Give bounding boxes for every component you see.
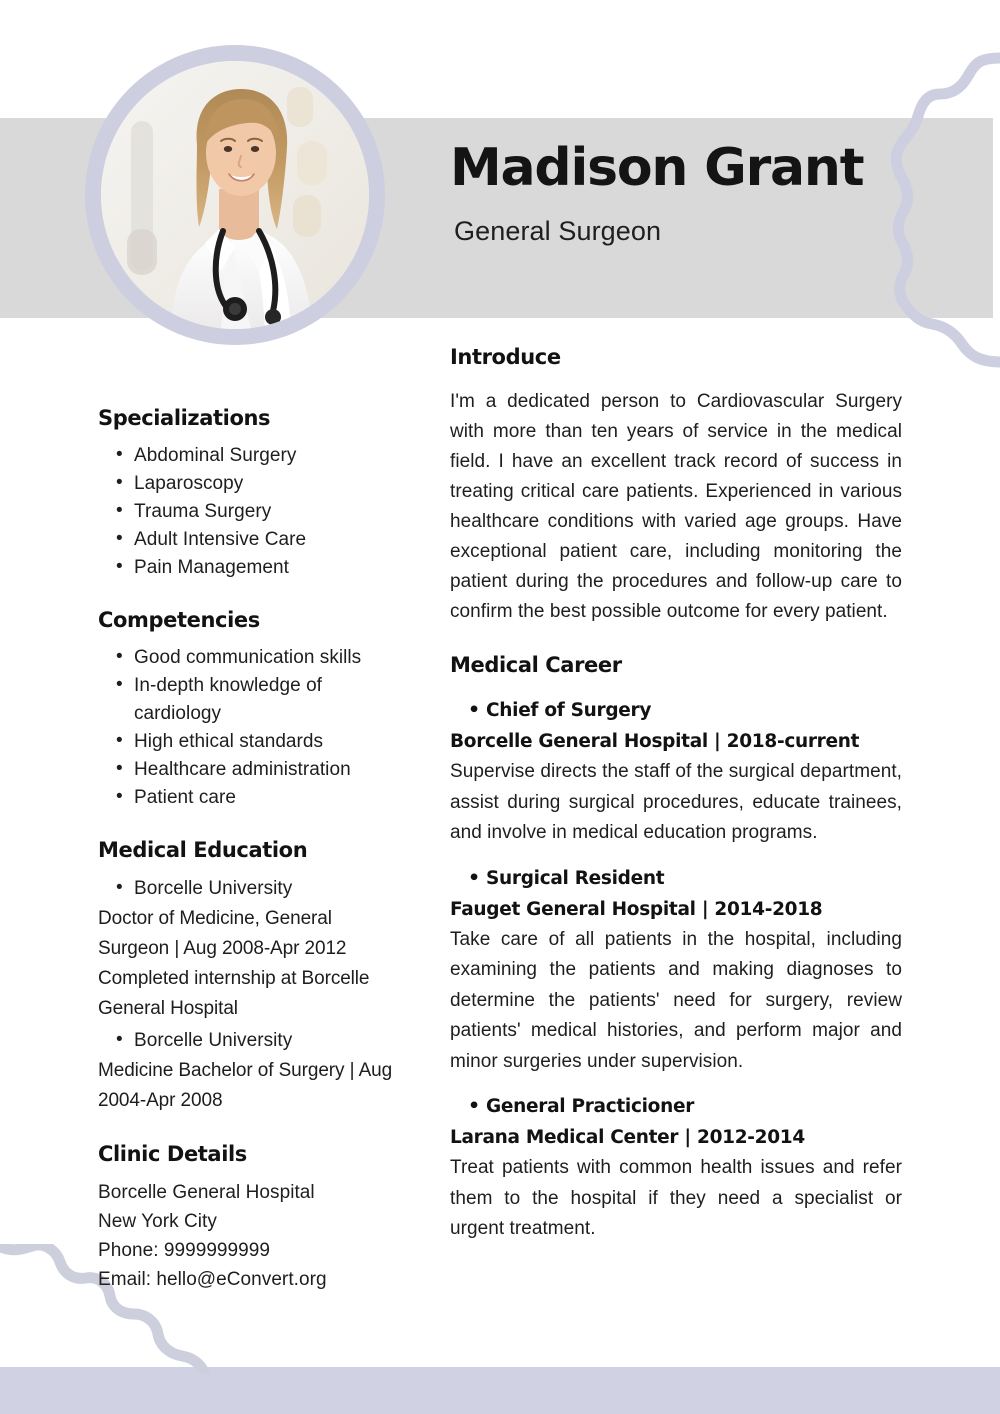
career-organization: Larana Medical Center | 2012-2014 [450,1127,805,1148]
section-medical-education [98,838,403,1116]
career-entry [450,695,902,849]
page-title: Madison Grant [450,138,864,198]
education-detail: Doctor of Medicine, General Surgeon | Aug 2008-Apr 2012 Completed internship at Borcelle General Hospital [98,908,370,1019]
career-description: Take care of all patients in the hospital, including examining the patients and making diagnoses to determine the patients' need for surgery, review patients' medical histories, and perform major and minor surgeries under supervision. [450,928,902,1072]
section-introduce [450,345,902,627]
list-item: • Trauma Surgery [98,498,403,526]
career-description: Treat patients with common health issues and refer them to the hospital if they need a specialist or urgent treatment. [450,1157,902,1239]
clinic-phone[interactable]: Phone: 9999999999 [98,1240,271,1261]
avatar-image [101,61,369,329]
clinic-hospital: Borcelle General Hospital [98,1182,315,1203]
specializations-heading: Specializations [98,406,271,430]
career-heading: Medical Career [450,653,622,677]
wavy-line-right-decoration [884,50,1000,370]
list-item: • Pain Management [98,554,403,582]
competencies-heading: Competencies [98,608,260,632]
career-organization: Borcelle General Hospital | 2018-current [450,731,860,752]
education-entry [98,1026,403,1116]
education-detail: Medicine Bachelor of Surgery | Aug 2004-Apr 2008 [98,1060,393,1111]
list-item: • Good communication skills [98,644,403,672]
clinic-email[interactable]: Email: hello@eConvert.org [98,1269,327,1290]
job-role-subtitle: General Surgeon [454,216,662,246]
career-entry [450,1091,902,1245]
section-clinic-details [98,1142,403,1294]
header-identity [450,138,864,247]
list-item: • Adult Intensive Care [98,526,403,554]
main-content [450,345,902,1259]
list-item: • High ethical standards [98,728,403,756]
list-item: • Abdominal Surgery [98,442,403,470]
career-entry [450,863,902,1078]
bottom-accent-bar [0,1367,1000,1414]
career-position: • Surgical Resident [450,863,902,894]
introduce-paragraph: I'm a dedicated person to Cardiovascular Surgery with more than ten years of service in the medical field. I have an excellent track record of success in treating critical care patients. Experienced in various healthcare conditions with varied age groups. Have exceptional patient care, including monitoring the patient during the procedures and follow-up care to confirm the best possible outcome for every patient. [450,391,902,622]
competencies-list [98,644,403,812]
education-school: • Borcelle University [98,1026,403,1056]
clinic-heading: Clinic Details [98,1142,247,1166]
list-item: • Patient care [98,784,403,812]
avatar [85,45,385,345]
list-item: • Healthcare administration [98,756,403,784]
education-school: • Borcelle University [98,874,403,904]
career-position: • Chief of Surgery [450,695,902,726]
clinic-city: New York City [98,1211,217,1232]
education-entry [98,874,403,1024]
specializations-list [98,442,403,582]
career-description: Supervise directs the staff of the surgical department, assist during surgical procedures, educate trainees, and involve in medical education programs. [450,761,902,843]
career-organization: Fauget General Hospital | 2014-2018 [450,898,823,920]
section-competencies [98,608,403,812]
career-position: • General Practicioner [450,1091,902,1122]
list-item: • In-depth knowledge of cardiology [98,672,403,728]
left-sidebar [98,406,403,1294]
education-heading: Medical Education [98,838,308,862]
introduce-heading: Introduce [450,345,561,369]
section-medical-career [450,653,902,1245]
section-specializations [98,406,403,582]
list-item: • Laparoscopy [98,470,403,498]
